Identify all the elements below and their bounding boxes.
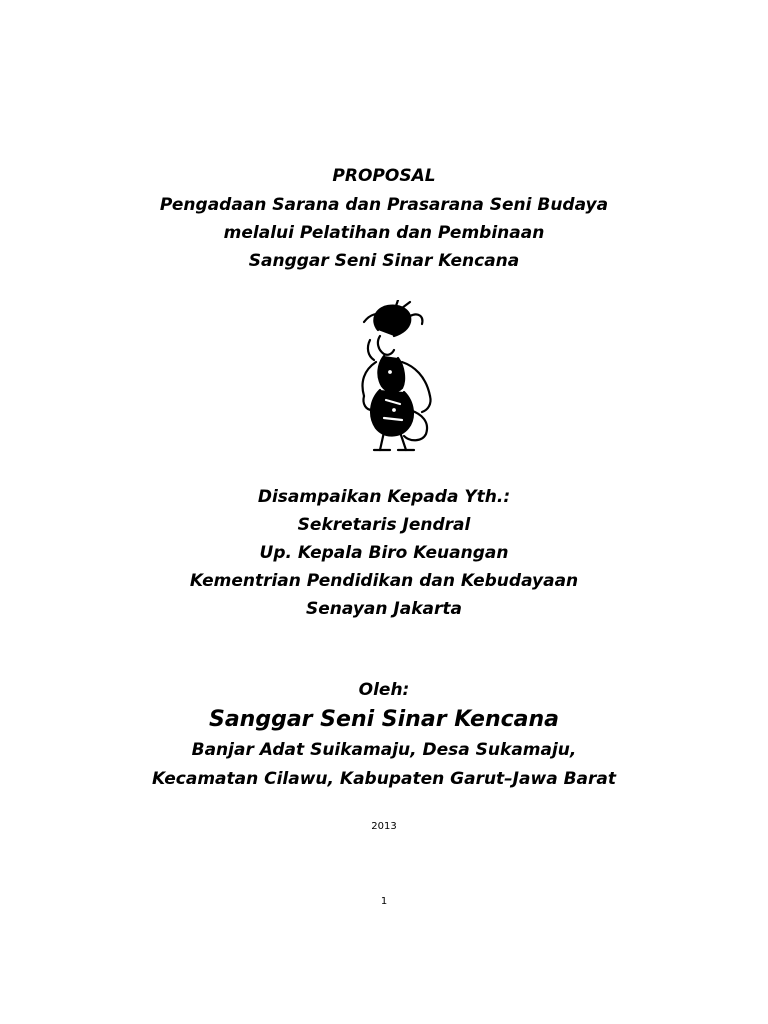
proposal-subtitle-line-3: Sanggar Seni Sinar Kencana	[248, 251, 520, 271]
recipient-intro: Disampaikan Kepada Yth.:	[257, 487, 511, 507]
recipient-line-3: Kementrian Pendidikan dan Kebudayaan	[189, 571, 579, 591]
recipient-line-1: Sekretaris Jendral	[297, 515, 471, 535]
proposal-title: PROPOSAL	[332, 166, 436, 186]
proposal-year: 2013	[371, 821, 397, 832]
sender-organization: Sanggar Seni Sinar Kencana	[208, 707, 560, 732]
sender-label: Oleh:	[358, 680, 410, 700]
proposal-subtitle-line-2: melalui Pelatihan dan Pembinaan	[223, 223, 545, 243]
wayang-puppet-icon	[340, 300, 440, 455]
recipient-line-4: Senayan Jakarta	[306, 599, 462, 619]
proposal-subtitle-line-1: Pengadaan Sarana dan Prasarana Seni Budaya	[159, 195, 609, 215]
recipient-line-2: Up. Kepala Biro Keuangan	[259, 543, 509, 563]
page-number: 1	[380, 896, 388, 907]
sender-address-line-2: Kecamatan Cilawu, Kabupaten Garut–Jawa Barat	[152, 769, 616, 789]
sender-address-line-1: Banjar Adat Suikamaju, Desa Sukamaju,	[191, 740, 577, 760]
